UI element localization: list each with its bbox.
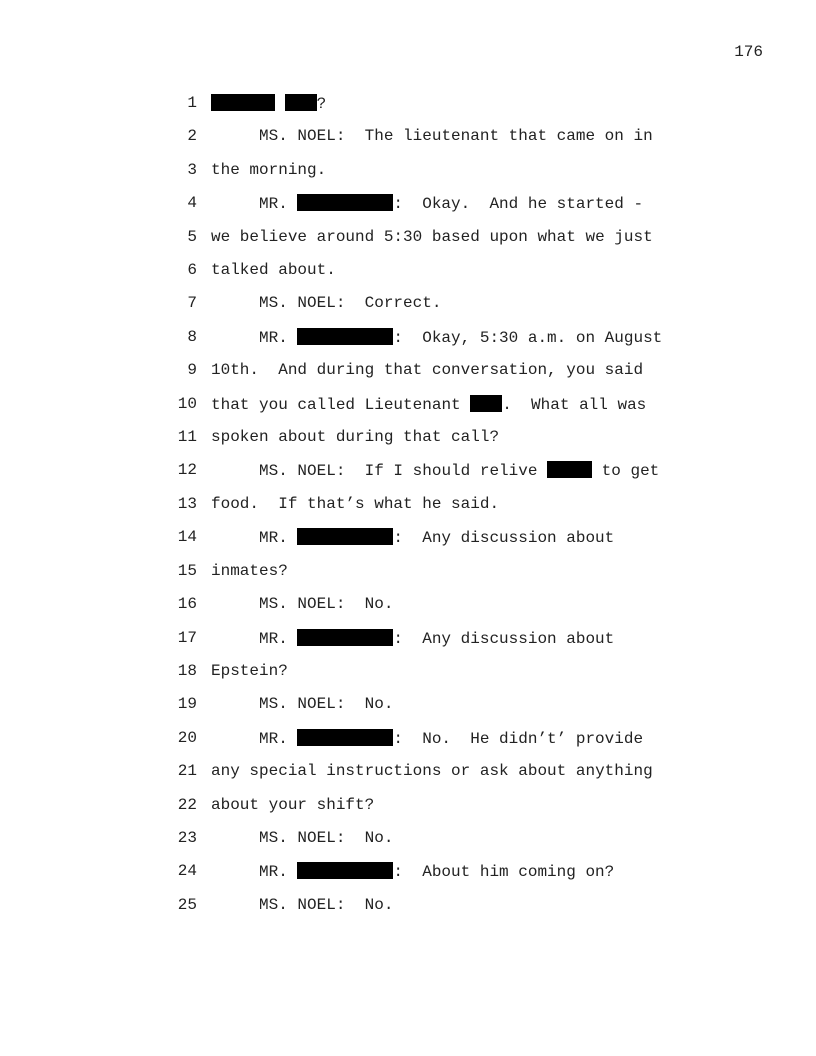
transcript-line [0, 729, 816, 762]
redaction-box [470, 395, 502, 412]
redaction-box [297, 328, 393, 345]
redaction-box [547, 461, 592, 478]
transcript-line [0, 595, 816, 628]
line-text-segment: : Any discussion about [393, 529, 615, 548]
redaction-box [297, 194, 393, 211]
line-number: 14 [177, 528, 197, 547]
line-text-segment: MS. NOEL: No. [211, 595, 394, 614]
line-number: 6 [187, 261, 197, 280]
redaction-box [297, 629, 393, 646]
line-text [211, 662, 288, 680]
transcript-line [0, 762, 816, 795]
line-text-segment: inmates? [211, 561, 288, 580]
line-text-segment: about your shift? [211, 795, 375, 814]
line-text [211, 896, 393, 914]
line-text-segment: : About him coming on? [393, 863, 615, 882]
line-text-segment [275, 95, 285, 113]
line-number: 4 [187, 194, 197, 213]
line-text [211, 361, 643, 379]
line-text-segment: MR. [211, 863, 298, 882]
line-text [211, 562, 288, 580]
line-text-segment: MR. [211, 529, 298, 548]
line-text-segment: we believe around 5:30 based upon what we just [211, 227, 653, 246]
line-number: 19 [177, 695, 197, 714]
line-text [211, 695, 393, 713]
transcript-line [0, 461, 816, 494]
line-number: 1 [187, 94, 197, 112]
line-number: 18 [177, 661, 197, 680]
line-text-segment: MS. NOEL: Correct. [211, 294, 442, 313]
transcript-line [0, 796, 816, 829]
line-number: 7 [187, 294, 197, 313]
transcript-line [0, 695, 816, 728]
line-number: 5 [187, 227, 197, 246]
line-text-segment: MR. [211, 629, 298, 648]
line-number: 21 [177, 762, 197, 781]
transcript-line [0, 662, 816, 695]
redaction-box [285, 94, 317, 111]
line-text-segment: MS. NOEL: The lieutenant that came on in [211, 127, 653, 146]
line-text [211, 829, 393, 847]
redaction-box [297, 528, 393, 545]
transcript-line [0, 94, 816, 127]
line-number: 17 [177, 628, 197, 647]
line-text [211, 194, 643, 213]
transcript-line [0, 361, 816, 394]
line-number: 22 [177, 795, 197, 814]
line-text-segment: : Any discussion about [393, 629, 615, 648]
line-text [211, 796, 374, 814]
line-text-segment: ? [316, 95, 327, 113]
line-text-segment: spoken about during that call? [211, 428, 500, 447]
line-text-segment: MS. NOEL: If I should relive [211, 462, 548, 481]
line-text-segment: any special instructions or ask about anything [211, 762, 653, 781]
transcript-line [0, 395, 816, 428]
line-number: 3 [187, 160, 197, 179]
line-text [211, 528, 614, 547]
line-text [211, 328, 662, 347]
line-text [211, 395, 646, 414]
line-text-segment: 10th. And during that conversation, you said [211, 361, 644, 380]
line-number: 8 [187, 327, 197, 346]
line-number: 9 [187, 361, 197, 380]
line-text [211, 161, 326, 179]
line-number: 12 [177, 461, 197, 480]
line-text-segment: that you called Lieutenant [211, 395, 471, 414]
transcript-line [0, 629, 816, 662]
line-number: 23 [177, 828, 197, 847]
line-text [211, 94, 326, 113]
transcript-line [0, 896, 816, 929]
line-text-segment: MS. NOEL: No. [211, 695, 394, 714]
line-text [211, 495, 499, 513]
line-text-segment: MR. [211, 729, 298, 748]
redaction-box [211, 94, 275, 111]
line-text-segment: : Okay. And he started - [393, 195, 644, 214]
line-text-segment: to get [592, 462, 660, 481]
line-text [211, 294, 441, 312]
transcript-line [0, 228, 816, 261]
line-text [211, 862, 614, 881]
line-text-segment: : Okay, 5:30 a.m. on August [393, 328, 663, 347]
transcript-line [0, 562, 816, 595]
transcript-line [0, 294, 816, 327]
line-text-segment: Epstein? [211, 661, 288, 680]
line-text [211, 461, 659, 480]
line-number: 15 [177, 561, 197, 580]
line-text [211, 261, 336, 279]
redaction-box [297, 862, 393, 879]
line-text [211, 762, 653, 780]
line-number: 24 [177, 862, 197, 881]
line-text [211, 127, 653, 145]
transcript-line [0, 495, 816, 528]
line-text [211, 729, 643, 748]
line-text [211, 428, 499, 446]
transcript-line [0, 261, 816, 294]
line-number: 13 [177, 494, 197, 513]
line-number: 10 [177, 394, 197, 413]
line-text [211, 228, 653, 246]
transcript-body [0, 94, 816, 929]
line-text-segment: MR. [211, 328, 298, 347]
transcript-line [0, 194, 816, 227]
line-text-segment: the morning. [211, 160, 327, 179]
line-text-segment: talked about. [211, 261, 336, 280]
line-text-segment: food. If that’s what he said. [211, 494, 500, 513]
line-text-segment: MR. [211, 195, 298, 214]
line-text-segment: MS. NOEL: No. [211, 828, 394, 847]
line-text [211, 629, 614, 648]
line-text [211, 595, 393, 613]
transcript-line [0, 829, 816, 862]
redaction-box [297, 729, 393, 746]
transcript-line [0, 328, 816, 361]
transcript-line [0, 428, 816, 461]
line-text-segment: . What all was [502, 395, 647, 414]
transcript-line [0, 161, 816, 194]
line-text-segment: MS. NOEL: No. [211, 895, 394, 914]
transcript-line [0, 528, 816, 561]
line-number: 11 [177, 428, 197, 447]
transcript-line [0, 862, 816, 895]
line-number: 2 [187, 127, 197, 146]
line-number: 20 [177, 728, 197, 747]
transcript-line [0, 127, 816, 160]
line-text-segment: : No. He didn’t’ provide [393, 729, 644, 748]
page-number: 176 [734, 43, 763, 61]
line-number: 16 [177, 595, 197, 614]
line-number: 25 [177, 895, 197, 914]
